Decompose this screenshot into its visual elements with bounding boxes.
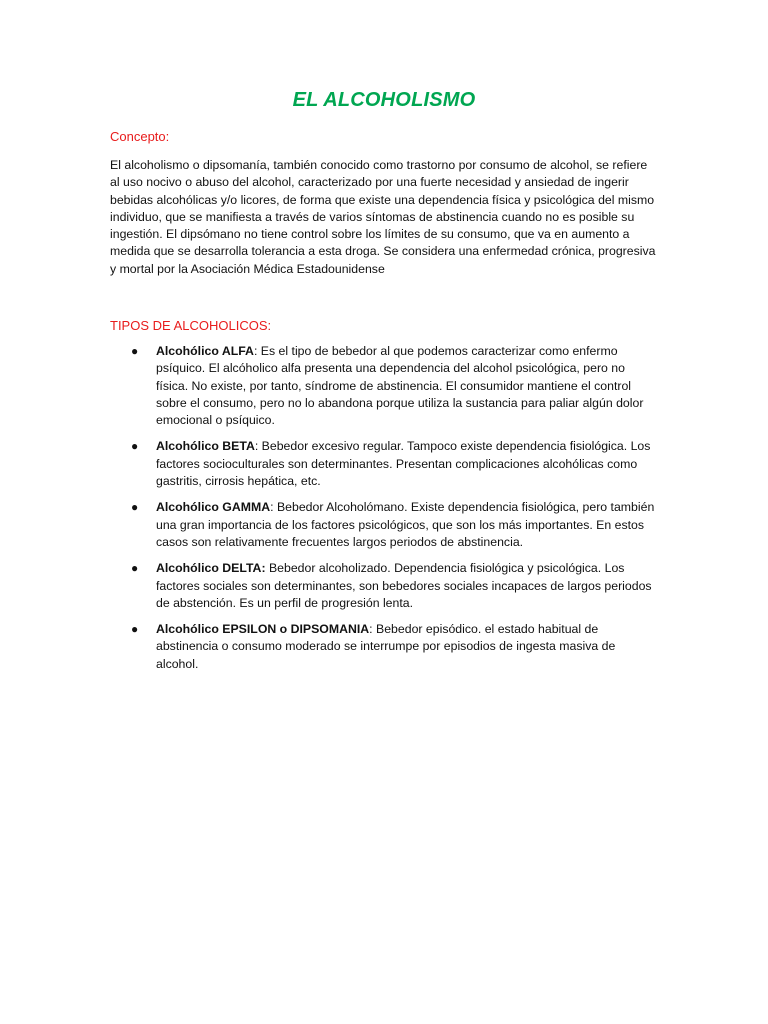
type-prefix: Alcohólico [156,500,223,515]
type-description: : Bebedor Alcoholómano. Existe dependencia fisiológica, pero también una gran importancia de los factores psicológicos, que son los más importantes. En estos casos son relativamente frecuentes largos periodos de abstinencia. [156,500,655,549]
bullet-icon: ● [131,622,139,637]
type-name: ALFA [221,344,254,358]
bullet-icon: ● [131,500,139,515]
types-list [110,343,658,682]
type-prefix: Alcohólico [156,622,223,637]
bullet-icon: ● [131,439,139,454]
type-item-epsilon [110,621,658,673]
type-name: BETA [222,439,255,454]
type-name: EPSILON o DIPSOMANIA [222,622,370,637]
document-title: EL ALCOHOLISMO [292,89,476,111]
type-prefix: Alcohólico [156,439,223,454]
type-description: : Bebedor episódico. el estado habitual de abstinencia o consumo moderado se interrumpe por episodios de ingesta masiva de alcohol. [156,622,616,671]
types-heading: TIPOS DE ALCOHOLICOS: [110,318,272,333]
type-item-beta [110,438,658,490]
type-prefix: Alcohólico [156,561,223,576]
type-description: : Bebedor excesivo regular. Tampoco existe dependencia fisiológica. Los factores socioculturales son determinantes. Presentan complicaciones alcohólicas como gastritis, cirrosis hepática, etc. [156,439,651,489]
concept-paragraph: El alcoholismo o dipsomanía, también conocido como trastorno por consumo de alcohol, se refiere al uso nocivo o abuso del alcohol, caracterizado por una fuerte necesidad y ansiedad de ingerir bebidas alcohólicas y/o licores, de forma que existe una dependencia física y psicológica del mismo individuo, que se manifiesta a través de varios síntomas de abstinencia cuando no es posible su ingestión. El dipsómano no tiene control sobre los límites de su consumo, que va en aumento a medida que se desarrolla tolerancia a esta droga. Se considera una enfermedad crónica, progresiva y mortal por la Asociación Médica Estadounidense [110,158,656,276]
type-name: GAMMA [222,500,271,515]
type-item-delta [110,560,658,612]
type-description: : Es el tipo de bebedor al que podemos caracterizar como enfermo psíquico. El alcóholico alfa presenta una dependencia del alcohol psicológica, pero no física. No existe, por tanto, síndrome de abstinencia. El consumidor mantiene el control sobre el consumo, pero no lo abandona porque utiliza la sustancia para paliar algún dolor emocional o psíquico. [156,344,644,428]
type-prefix: Alcohólico [156,344,222,358]
type-name: DELTA: [222,561,266,576]
type-item-alfa [110,343,658,429]
type-item-gamma [110,499,658,551]
concept-heading: Concepto: [110,129,170,144]
type-description: Bebedor alcoholizado. Dependencia fisiológica y psicológica. Los factores sociales son determinantes, son bebedores sociales incapaces de largos periodos de abstención. Es un perfil de progresión lenta. [156,561,652,610]
bullet-icon: ● [131,561,139,576]
bullet-icon: ● [131,344,139,358]
